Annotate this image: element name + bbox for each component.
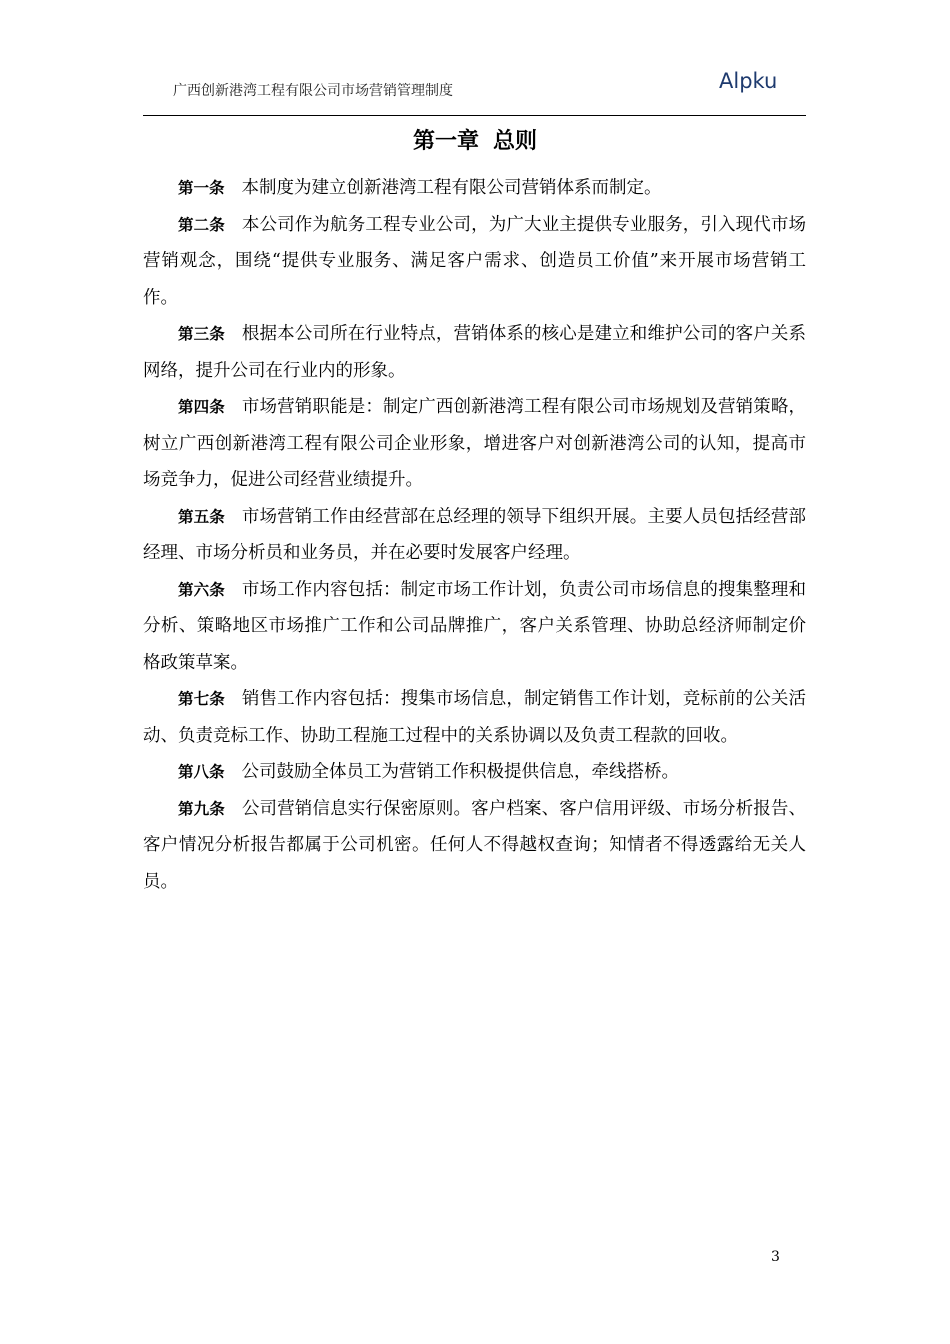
article-number: 第四条 bbox=[178, 398, 225, 416]
article-text: 市场营销工作由经营部在总经理的领导下组织开展。主要人员包括经营部经理、市场分析员和业务员，并在必要时发展客户经理。 bbox=[143, 506, 806, 563]
document-body bbox=[143, 170, 806, 900]
article-6 bbox=[143, 572, 806, 682]
article-2 bbox=[143, 207, 806, 317]
article-text: 市场工作内容包括：制定市场工作计划，负责公司市场信息的搜集整理和分析、策略地区市场推广工作和公司品牌推广，客户关系管理、协助总经济师制定价格政策草案。 bbox=[143, 579, 806, 673]
chapter-number: 第一章 bbox=[412, 129, 479, 154]
article-number: 第六条 bbox=[178, 580, 225, 599]
article-text: 根据本公司所在行业特点，营销体系的核心是建立和维护公司的客户关系网络，提升公司在行业内的形象。 bbox=[143, 324, 806, 381]
company-logo bbox=[719, 66, 809, 94]
article-9 bbox=[143, 791, 806, 901]
logo-text: Alpku bbox=[719, 69, 778, 93]
article-text: 本公司作为航务工程专业公司，为广大业主提供专业服务，引入现代市场营销观念，围绕“提供专业服务、满足客户需求、创造员工价值”来开展市场营销工作。 bbox=[143, 214, 806, 308]
chapter-name: 总则 bbox=[493, 129, 538, 154]
chapter-title bbox=[0, 124, 950, 155]
article-text: 销售工作内容包括：搜集市场信息，制定销售工作计划，竞标前的公关活动、负责竞标工作、协助工程施工过程中的关系协调以及负责工程款的回收。 bbox=[143, 689, 806, 746]
article-4 bbox=[143, 389, 806, 499]
article-number: 第五条 bbox=[178, 507, 225, 526]
article-number: 第八条 bbox=[178, 763, 225, 781]
article-1 bbox=[143, 170, 806, 207]
article-text: 本制度为建立创新港湾工程有限公司营销体系而制定。 bbox=[241, 178, 662, 198]
document-header-title: 广西创新港湾工程有限公司市场营销管理制度 bbox=[173, 83, 453, 99]
article-7 bbox=[143, 681, 806, 754]
article-text: 市场营销职能是：制定广西创新港湾工程有限公司市场规划及营销策略，树立广西创新港湾工程有限公司企业形象，增进客户对创新港湾公司的认知，提高市场竞争力，促进公司经营业绩提升。 bbox=[143, 397, 806, 490]
article-text: 公司鼓励全体员工为营销工作积极提供信息，牵线搭桥。 bbox=[241, 762, 680, 782]
article-number: 第二条 bbox=[178, 215, 225, 234]
header-divider bbox=[143, 115, 806, 116]
article-3 bbox=[143, 316, 806, 389]
article-8 bbox=[143, 754, 806, 791]
article-5 bbox=[143, 499, 806, 572]
article-number: 第七条 bbox=[178, 690, 225, 708]
page-number: 3 bbox=[771, 1249, 780, 1265]
article-number: 第九条 bbox=[178, 799, 225, 818]
article-text: 公司营销信息实行保密原则。客户档案、客户信用评级、市场分析报告、客户情况分析报告都属于公司机密。任何人不得越权查询；知情者不得透露给无关人员。 bbox=[143, 798, 806, 892]
article-number: 第一条 bbox=[178, 179, 225, 197]
article-number: 第三条 bbox=[178, 325, 225, 343]
